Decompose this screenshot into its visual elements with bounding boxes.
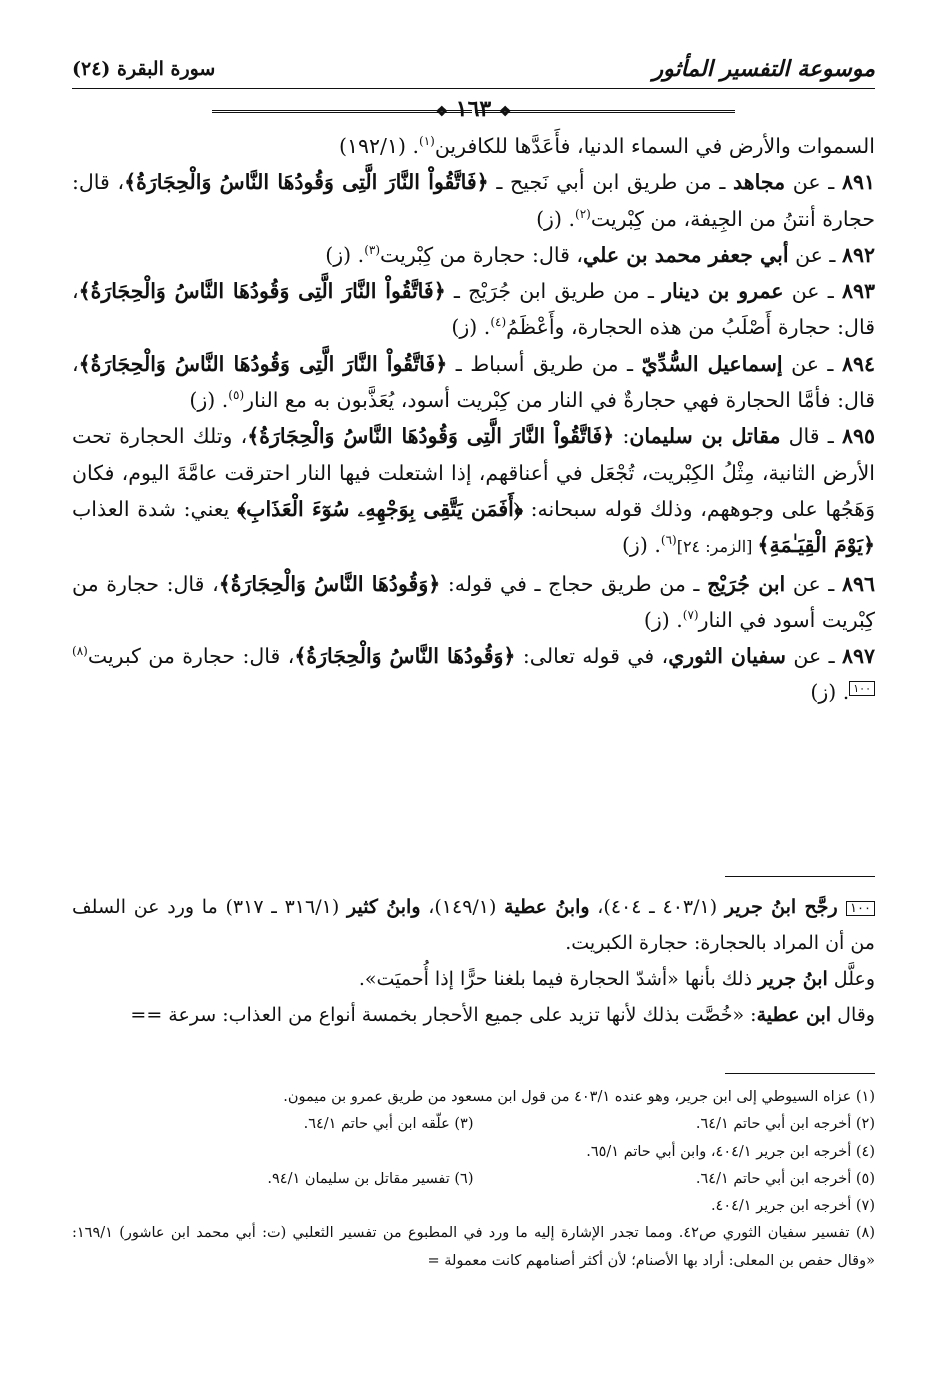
footnote: (٦) تفسير مقاتل بن سليمان ٩٤/١. xyxy=(267,1170,474,1187)
commentary-line: وقال ابن عطية: «خُصَّت بذلك لأنها تزيد على جميع الأحجار بخمسة أنواع من العذاب: سرعة == xyxy=(130,1004,875,1026)
page-number: ١٦٣ xyxy=(455,96,492,122)
quran-verse: ﴿فَاتَّقُواْ النَّارَ الَّتِى وَقُودُهَا النَّاسُ وَالْحِجَارَةُ﴾ xyxy=(78,351,448,376)
scholar-name: ابنُ جرير xyxy=(724,896,797,918)
quran-verse: ﴿يَوْمَ الْقِيَـٰمَةِ﴾ xyxy=(757,533,875,558)
quran-verse: ﴿فَاتَّقُواْ النَّارَ الَّتِى وَقُودُهَا النَّاسُ وَالْحِجَارَةُ﴾ xyxy=(247,424,615,449)
footnote: (٤) أخرجه ابن جرير ٤٠٤/١، وابن أبي حاتم ٦٥/١. xyxy=(586,1143,875,1160)
narrator-name: أبي جعفر محمد بن علي xyxy=(583,242,789,267)
footnote: (٧) أخرجه ابن جرير ٤٠٤/١. xyxy=(710,1198,875,1215)
footnote: (٢) أخرجه ابن أبي حاتم ٦٤/١. xyxy=(695,1116,875,1133)
entry-number: ٨٩١ xyxy=(841,170,876,195)
footnote-ref: (١) xyxy=(419,134,435,149)
entry-number: ٨٩٧ xyxy=(841,644,876,669)
commentary-line: ١٠٠ رجَّح ابنُ جرير (٤٠٣/١ ـ ٤٠٤)، وابنُ عطية (١٤٩/١)، وابنُ كثير (٣١٦/١ ـ ٣١٧) ما ورد عن السلف من أن المراد بالحجارة: حجارة الكبريت. xyxy=(72,896,875,954)
footnote-ref: (٨) xyxy=(72,644,88,659)
book-title: موسوعة التفسير المأثور xyxy=(652,56,875,82)
narrator-name: سفيان الثوري xyxy=(668,644,786,669)
scholar-name: وابنُ عطية xyxy=(504,896,590,918)
footnote-ref: (٦) xyxy=(660,533,677,548)
entry-892: ٨٩٢ ـ عن أبي جعفر محمد بن علي، قال: حجارة من كِبْريت$^{(٣)}$. (ز) xyxy=(325,242,875,267)
quran-verse: ﴿وَقُودُهَا النَّاسُ وَالْحِجَارَةُ﴾ xyxy=(218,571,441,596)
entry-893: ٨٩٣ ـ عن عمرو بن دينار ـ من طريق ابن جُرَيْج ـ ﴿فَاتَّقُواْ النَّارَ الَّتِى وَقُودُهَا النَّاسُ وَالْحِجَارَةُ﴾، قال: حجارة أَصْلَبُ من هذه الحجارة، وأَعْظَمُ$^{(٤)}$. (ز) xyxy=(72,279,875,340)
entry-number: ٨٩٣ xyxy=(841,279,875,304)
scholar-name: ابنُ جرير xyxy=(758,968,828,990)
footnote: (٨) تفسير سفيان الثوري ص٤٢. ومما تجدر الإشارة إليه ما ورد في المطبوع من تفسير الثعلبي (ت: أبي محمد ابن عاشور) ١٦٩/١: «وقال حفص بن المعلى: أراد بها الأصنام؛ لأن أكثر أصنامهم كانت معمولة = xyxy=(72,1225,875,1269)
narrator-name: مقاتل بن سليمان xyxy=(629,424,781,449)
footnote-ref: (٤) xyxy=(490,315,507,330)
footnote-ref: (٥) xyxy=(228,388,245,403)
surah-label: سورة البقرة (٢٤) xyxy=(72,58,216,80)
footnote: (٣) علّقه ابن أبي حاتم ٦٤/١. xyxy=(303,1116,474,1133)
narrator-name: عمرو بن دينار xyxy=(662,279,784,304)
entry-897: ٨٩٧ ـ عن سفيان الثوري، في قوله تعالى: ﴿وَقُودُهَا النَّاسُ وَالْحِجَارَةُ﴾، قال: حجارة من كبريت$^{(٨)}$١٠٠. (ز) xyxy=(72,644,876,705)
page-number-area xyxy=(72,96,875,126)
entry-894: ٨٩٤ ـ عن إسماعيل السُّدِّيّ ـ من طريق أسباط ـ ﴿فَاتَّقُواْ النَّارَ الَّتِى وَقُودُهَا النَّاسُ وَالْحِجَارَةُ﴾، قال: فأمَّا الحجارة فهي حجارةٌ في النار من كِبْريت أسود، يُعَذَّبون به مع النار$^{(٥)}$. (ز) xyxy=(72,351,875,413)
quran-verse: ﴿أَفَمَن يَتَّقِى بِوَجْهِهِۦ سُوٓءَ الْعَذَابِ﴾ xyxy=(237,496,523,521)
ornament-icon: ❖ xyxy=(498,104,512,120)
footnote-ref: (٢) xyxy=(575,206,591,221)
narrator-name: ابن جُرَيْج xyxy=(707,571,786,596)
paragraph-continuation: السموات والأرض في السماء الدنيا، فأَعَدَّها للكافرين$^{(١)}$. (١٩٢/١) xyxy=(339,134,875,158)
footnote-separator xyxy=(725,1073,875,1074)
quran-verse: ﴿فَاتَّقُواْ النَّارَ الَّتِى وَقُودُهَا النَّاسُ وَالْحِجَارَةُ﴾ xyxy=(124,170,489,195)
narrator-name: إسماعيل السُّدِّيّ xyxy=(641,351,783,376)
entry-896: ٨٩٦ ـ عن ابن جُرَيْج ـ من طريق حجاج ـ في قوله: ﴿وَقُودُهَا النَّاسُ وَالْحِجَارَةُ﴾، قال: حجارة من كِبْريت أسود في النار$^{(٧)}$. (ز) xyxy=(72,571,875,632)
entry-number: ٨٩٤ xyxy=(841,351,875,376)
quran-verse: ﴿فَاتَّقُواْ النَّارَ الَّتِى وَقُودُهَا النَّاسُ وَالْحِجَارَةُ﴾ xyxy=(78,279,446,304)
quran-verse: ﴿وَقُودُهَا النَّاسُ وَالْحِجَارَةُ﴾ xyxy=(294,644,516,669)
commentary-box: ١٠٠ xyxy=(846,901,875,916)
ornament-icon: ❖ xyxy=(435,104,449,120)
footnote: (١) عزاه السيوطي إلى ابن جرير، وهو عنده ٤٠٣/١ من قول ابن مسعود من طريق عمرو بن ميمون. xyxy=(283,1089,875,1105)
header-rule xyxy=(72,88,875,89)
running-header xyxy=(72,52,875,122)
footnote-ref: (٣) xyxy=(364,243,381,258)
entry-number: ٨٩٢ xyxy=(841,242,875,267)
footnote-ref: (٧) xyxy=(682,608,699,623)
commentary-line: وعلَّل ابنُ جرير ذلك بأنها «أشدّ الحجارة فيما بلغنا حرًّا إذا أُحميَت». xyxy=(358,968,875,990)
footnotes xyxy=(72,1084,875,1275)
footnote: (٥) أخرجه ابن أبي حاتم ٦٤/١. xyxy=(695,1170,875,1187)
entry-891: ٨٩١ ـ عن مجاهد ـ من طريق ابن أبي نَجيح ـ ﴿فَاتَّقُواْ النَّارَ الَّتِى وَقُودُهَا النَّاسُ وَالْحِجَارَةُ﴾، قال: حجارة أنتنُ من الجِيفة، من كِبْريت$^{(٢)}$. (ز) xyxy=(72,170,876,231)
narrator-name: مجاهد xyxy=(733,170,786,195)
entry-number: ٨٩٥ xyxy=(841,424,875,449)
scholar-name: وابنُ كثير xyxy=(346,896,421,918)
main-text xyxy=(72,128,875,711)
scholar-name: ابن عطية xyxy=(756,1004,832,1026)
surah-reference: [الزمر: ٢٤] xyxy=(676,537,758,557)
entry-number: ٨٩٦ xyxy=(841,571,875,596)
entry-895: ٨٩٥ ـ قال مقاتل بن سليمان: ﴿فَاتَّقُواْ النَّارَ الَّتِى وَقُودُهَا النَّاسُ وَالْحِجَارَةُ﴾، وتلك الحجارة تحت الأرض الثانية، مِثْلُ الكِبْريت، تُجْعَل في أعناقهم، إذا اشتعلت فيها النار احترقت عامَّةَ اليوم، فكان وَهَجُها على وجوههم، وذلك قوله سبحانه: ﴿أَفَمَن يَتَّقِى بِوَجْهِهِۦ سُوٓءَ الْعَذَابِ﴾ يعني: شدة العذاب ﴿يَوْمَ الْقِيَـٰمَةِ﴾ [الزمر: ٢٤]$^{(٦)}$. (ز) xyxy=(72,424,875,558)
commentary-separator xyxy=(725,876,875,877)
commentary-ref-box: ١٠٠ xyxy=(849,681,875,696)
commentary-block xyxy=(72,889,875,1033)
